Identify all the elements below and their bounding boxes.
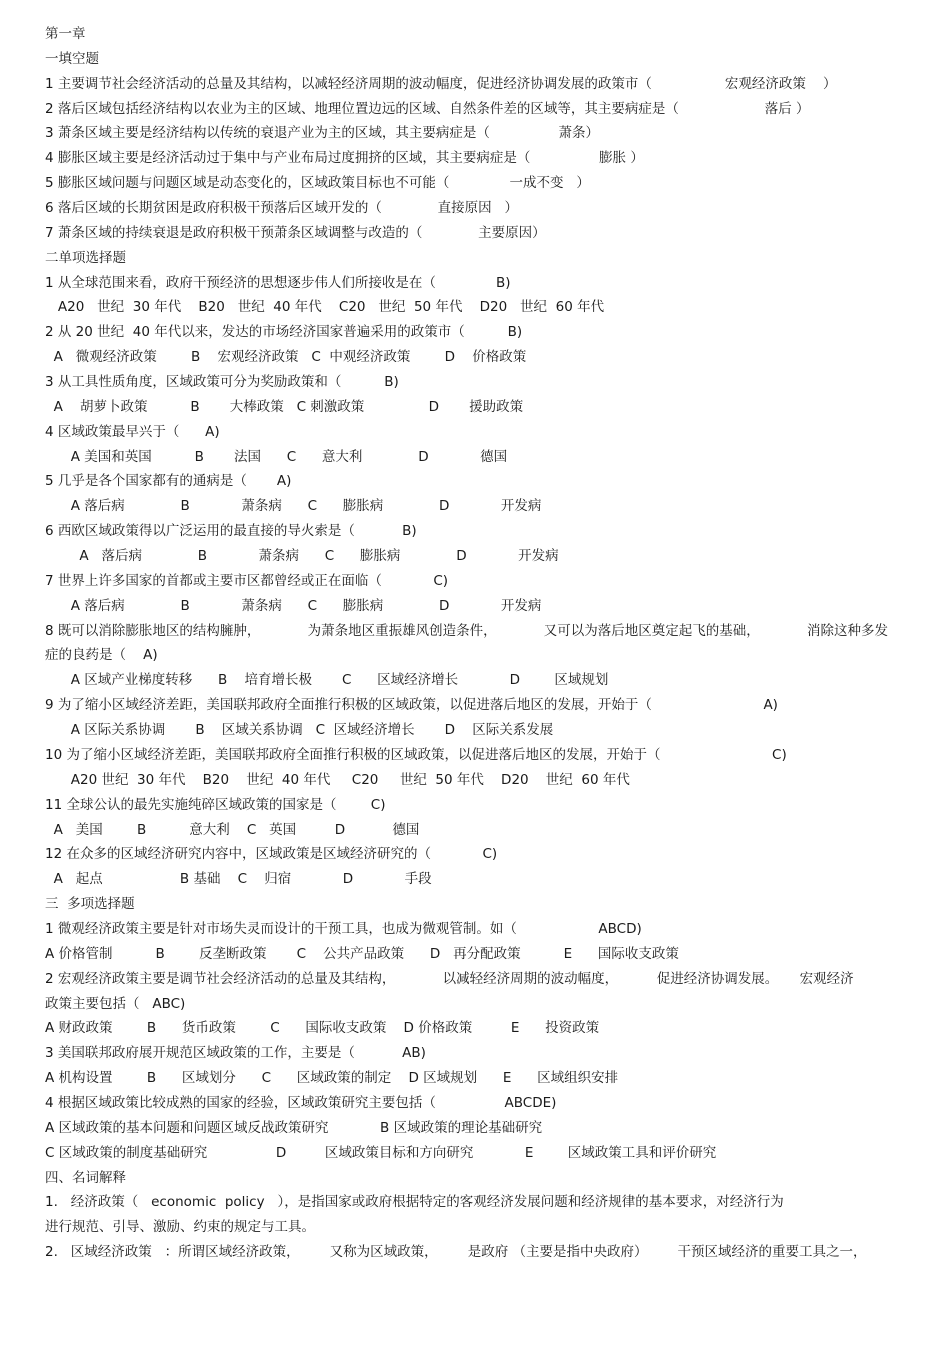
text-line: 10 为了缩小区域经济差距，美国联邦政府全面推行积极的区域政策，以促进落后地区的发展，开始于（ C) (45, 746, 787, 763)
text-line: 1. 经济政策（ economic policy ），是指国家或政府根据特定的客观经济发展问题和经济规律的基本要求，对经济行为 (45, 1194, 784, 1211)
text-line: A 落后病 B 萧条病 C 膨胀病 D 开发病 (45, 597, 542, 614)
text-line: 二单项选择题 (45, 249, 126, 266)
text-line: 3 萧条区域主要是经济结构以传统的衰退产业为主的区域，其主要病症是（ 萧条） (45, 125, 600, 142)
text-line: 2 从 20 世纪 40 年代以来，发达的市场经济国家普遍采用的政策市（ B) (45, 324, 523, 341)
text-line: 2 宏观经济政策主要是调节社会经济活动的总量及其结构， 以减轻经济周期的波动幅度， 促进经济协调发展。 宏观经济 (45, 970, 854, 987)
text-line: 2 落后区域包括经济结构以农业为主的区域、地理位置边远的区域、自然条件差的区域等，其主要病症是（ 落后 ） (45, 100, 810, 117)
text-line: A 美国 B 意大利 C 英国 D 德国 (45, 821, 420, 838)
text-line: 3 美国联邦政府展开规范区域政策的工作，主要是（ AB) (45, 1045, 426, 1062)
text-line: 1 从全球范围来看，政府干预经济的思想逐步伟人们所接收是在（ B) (45, 274, 511, 291)
text-line: 6 西欧区域政策得以广泛运用的最直接的导火索是（ B) (45, 523, 417, 540)
text-line: 进行规范、引导、激励、约束的规定与工具。 (45, 1219, 315, 1236)
text-line: A 区际关系协调 B 区域关系协调 C 区域经济增长 D 区际关系发展 (45, 722, 554, 739)
text-line: 9 为了缩小区域经济差距，美国联邦政府全面推行积极的区域政策，以促进落后地区的发展，开始于（ A) (45, 697, 778, 714)
text-line: 1 主要调节社会经济活动的总量及其结构，以减轻经济周期的波动幅度，促进经济协调发展的政策市（ 宏观经济政策 ） (45, 75, 837, 92)
text-line: 5 几乎是各个国家都有的通病是（ A) (45, 473, 292, 490)
text-line: 1 微观经济政策主要是针对市场失灵而设计的干预工具，也成为微观管制。如（ ABCD) (45, 920, 642, 937)
text-line: 3 从工具性质角度，区域政策可分为奖励政策和（ B) (45, 374, 399, 391)
text-line: A 胡萝卜政策 B 大棒政策 C 刺激政策 D 援助政策 (45, 398, 524, 415)
text-line: 三 多项选择题 (45, 896, 135, 913)
text-line: A 落后病 B 萧条病 C 膨胀病 D 开发病 (45, 498, 542, 515)
text-line: A 微观经济政策 B 宏观经济政策 C 中观经济政策 D 价格政策 (45, 349, 527, 366)
text-line: A 区域产业梯度转移 B 培育增长极 C 区域经济增长 D 区域规划 (45, 672, 609, 689)
text-line: 8 既可以消除膨胀地区的结构臃肿， 为萧条地区重振雄风创造条件， 又可以为落后地区奠定起飞的基础， 消除这种多发 (45, 622, 888, 639)
text-line: A20 世纪 30 年代 B20 世纪 40 年代 C20 世纪 50 年代 D20 世纪 60 年代 (45, 299, 605, 316)
text-line: 4 根据区域政策比较成熟的国家的经验，区域政策研究主要包括（ ABCDE) (45, 1094, 557, 1111)
text-line: 5 膨胀区域问题与问题区域是动态变化的，区域政策目标也不可能（ 一成不变 ） (45, 175, 590, 192)
text-line: A 起点 B 基础 C 归宿 D 手段 (45, 871, 432, 888)
text-line: 12 在众多的区域经济研究内容中，区域政策是区域经济研究的（ C) (45, 846, 498, 863)
text-line: 2. 区域经济政策 ：所谓区域经济政策， 又称为区域政策， 是政府 （主要是指中央政府） 干预区域经济的重要工具之一， (45, 1244, 867, 1261)
text-line: A 区域政策的基本问题和问题区域反战政策研究 B 区域政策的理论基础研究 (45, 1119, 543, 1136)
text-line: 政策主要包括（ ABC) (45, 995, 186, 1012)
text-line: A20 世纪 30 年代 B20 世纪 40 年代 C20 世纪 50 年代 D20 世纪 60 年代 (45, 771, 630, 788)
text-line: A 落后病 B 萧条病 C 膨胀病 D 开发病 (45, 548, 559, 565)
text-line: C 区域政策的制度基础研究 D 区域政策目标和方向研究 E 区域政策工具和评价研究 (45, 1144, 717, 1161)
text-line: 6 落后区域的长期贫困是政府积极干预落后区域开发的（ 直接原因 ） (45, 200, 519, 217)
text-line: 4 膨胀区域主要是经济活动过于集中与产业布局过度拥挤的区域，其主要病症是（ 膨胀 ） (45, 150, 644, 167)
text-line: 一填空题 (45, 50, 99, 67)
text-line: 症的良药是（ A) (45, 647, 158, 664)
text-line: 四、名词解释 (45, 1169, 126, 1186)
text-line: 7 萧条区域的持续衰退是政府积极干预萧条区域调整与改造的（ 主要原因） (45, 224, 546, 241)
document-page (45, 22, 915, 1265)
text-line: 11 全球公认的最先实施纯碎区域政策的国家是（ C) (45, 796, 386, 813)
text-line: A 价格管制 B 反垄断政策 C 公共产品政策 D 再分配政策 E 国际收支政策 (45, 945, 679, 962)
text-line: 7 世界上许多国家的首都或主要市区都曾经或正在面临（ C) (45, 572, 449, 589)
text-line: 第一章 (45, 26, 86, 42)
text-line: 4 区域政策最早兴于（ A) (45, 423, 220, 440)
text-line: A 美国和英国 B 法国 C 意大利 D 德国 (45, 448, 508, 465)
text-line: A 机构设置 B 区域划分 C 区域政策的制定 D 区域规划 E 区域组织安排 (45, 1070, 619, 1087)
text-line: A 财政政策 B 货币政策 C 国际收支政策 D 价格政策 E 投资政策 (45, 1020, 600, 1037)
